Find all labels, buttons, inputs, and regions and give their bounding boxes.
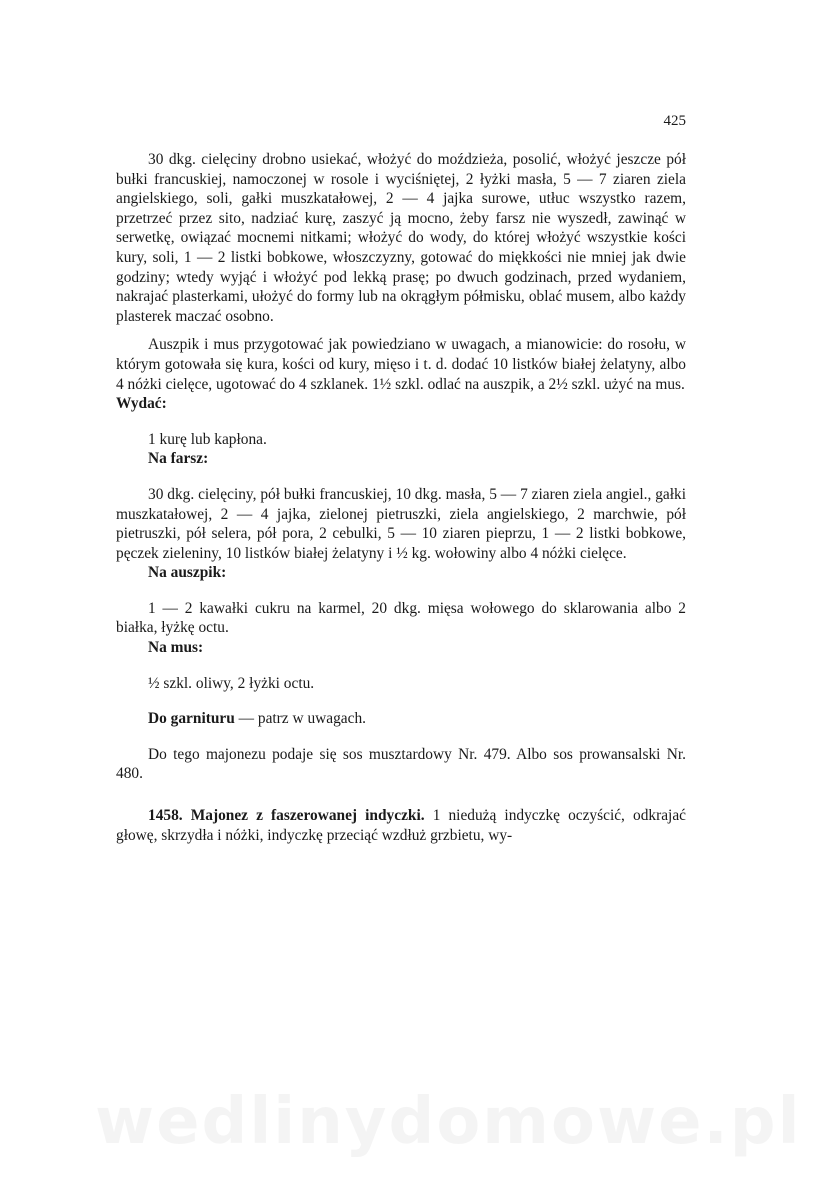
page-number: 425 xyxy=(663,113,686,129)
page-body xyxy=(116,150,686,845)
mousse-heading: Na mus: xyxy=(148,639,204,657)
garnish-text: — patrz w uwagach. xyxy=(234,710,366,728)
sauce-note: Do tego majonezu podaje się sos musztardowy Nr. 479. Albo sos prowansalski Nr. 480. xyxy=(116,745,686,783)
aspic-heading: Na auszpik: xyxy=(148,564,227,582)
next-recipe-text: 1 niedużą indyczkę oczyścić, odkrajać głowę, skrzydła i nóżki, indyczkę przeciąć wzdłuż grzbietu, wy- xyxy=(116,807,686,844)
aspic-mousse-paragraph: Auszpik i mus przygotować jak powiedziano w uwagach, a mianowicie: do rosołu, w którym gotowała się kura, kości od kury, mięso i t. d. dodać 10 listków białej żelatyny, albo 4 nóżki cielęce, ugotować do 4 szklanek. 1½ szkl. odlać na auszpik, a 2½ szkl. użyć na mus. xyxy=(116,336,686,393)
stuffing-heading: Na farsz: xyxy=(148,450,209,468)
recipe-instructions-paragraph: 30 dkg. cielęciny drobno usiekać, włożyć do moździeża, posolić, włożyć jeszcze pół bułki francuskiej, namoczonej w rosole i wyciśniętej, 2 łyżki masła, 5 — 7 ziaren ziela angielskiego, soli, gałki muszkatałowej, 2 — 4 jajka surowe, utłuc wszystko razem, przetrzeć przez sito, nadziać kurę, zaszyć ją mocno, żeby farsz nie wyszedł, zawinąć w serwetkę, owiązać mocnemi nitkami; włożyć do wody, do której włożyć wszystkie kości kury, soli, 1 — 2 listki bobkowe, włoszczyzny, gotować do miękkości nie mniej jak dwie godziny; wtedy wyjąć i włożyć pod lekką prasę; po dwuch godzinach, przed wydaniem, nakrajać plasterkami, ułożyć do formy lub na okrągłym półmisku, oblać musem, albo każdy plasterek maczać osobno. xyxy=(116,151,686,325)
mousse-ingredients: ½ szkl. oliwy, 2 łyżki octu. xyxy=(148,674,315,692)
serve-heading: Wydać: xyxy=(116,395,167,413)
serve-text: 1 kurę lub kapłona. xyxy=(148,430,267,448)
garnish-heading: Do garnituru xyxy=(148,710,235,728)
stuffing-ingredients: 30 dkg. cielęciny, pół bułki francuskiej, 10 dkg. masła, 5 — 7 ziaren ziela angiel., gałki muszkatałowej, 2 — 4 jajka, zielonej pietruszki, ziela angielskiego, 2 marchwie, pół pietruszki, pół selera, pół pora, 2 cebulki, 5 — 10 ziaren pieprzu, 1 — 2 listki bobkowe, pęczek zieleniny, 10 listków białej żelatyny i ½ kg. wołowiny albo 4 nóżki cielęce. xyxy=(116,485,686,562)
next-recipe-title: 1458. Majonez z faszerowanej indyczki. xyxy=(148,807,425,825)
garnish-line xyxy=(116,709,686,729)
aspic-ingredients: 1 — 2 kawałki cukru na karmel, 20 dkg. mięsa wołowego do sklarowania albo 2 białka, łyżkę octu. xyxy=(116,599,686,637)
next-recipe-paragraph xyxy=(116,806,686,845)
watermark xyxy=(95,1085,755,1159)
